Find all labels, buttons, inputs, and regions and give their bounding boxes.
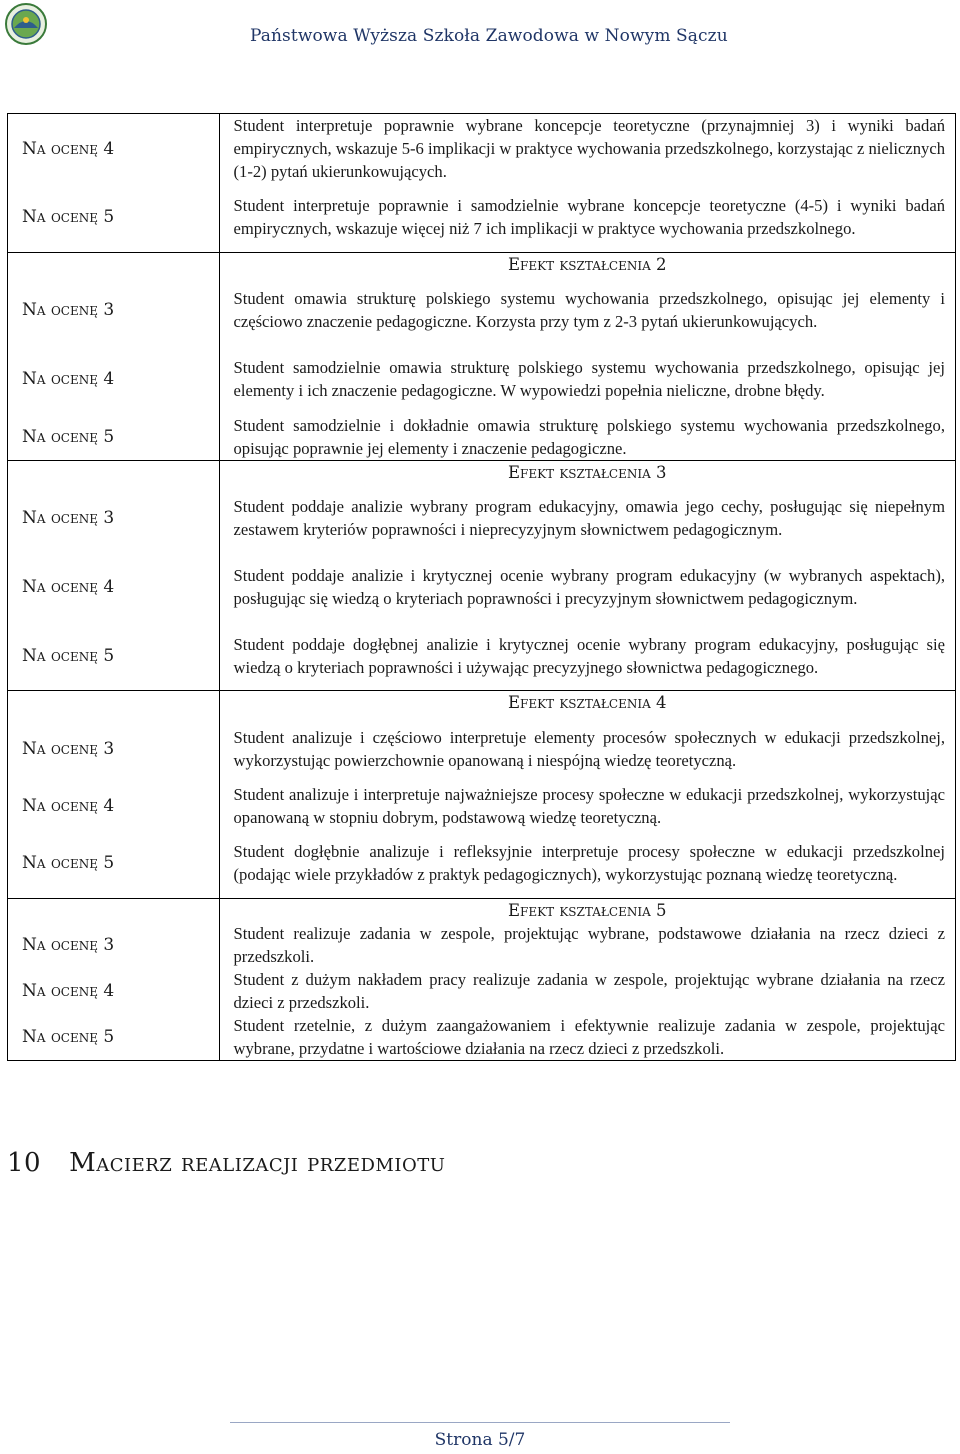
grade-row [8,553,955,622]
effect-header-row [8,898,955,922]
grade-description: Student samodzielnie i dokładnie omawia strukturę polskiego systemu wychowania przedszkolnego, opisując poprawnie jej elementy i znaczenie pedagogiczne. [219,414,955,461]
header-title: Państwowa Wyższa Szkoła Zawodowa w Nowym Sączu [250,26,728,46]
grade-row [8,922,955,968]
footer-divider [230,1422,730,1423]
grade-row [8,968,955,1014]
effect-header-row [8,252,955,276]
grade-row [8,345,955,414]
effect-header-spacer [8,252,219,276]
grade-label: Na ocenę 3 [8,714,219,783]
grade-row [8,714,955,783]
grade-label: Na ocenę 4 [8,345,219,414]
grade-description: Student omawia strukturę polskiego systemu wychowania przedszkolnego, opisując jej elementy i częściowo znaczenie pedagogiczne. Korzysta przy tym z 2-3 pytań ukierunkowujących. [233,289,945,331]
effect-header-spacer [8,898,219,922]
grade-label: Na ocenę 5 [8,622,219,691]
grade-description: Student interpretuje poprawnie wybrane koncepcje teoretyczne (przynajmniej 3) i wyniki badań empirycznych, wskazuje 5-6 implikacji w praktyce wychowania przedszkolnego, korzystając z nielicznych (1-2) pytań ukierunkowujących. [233,116,945,181]
grade-description: Student analizuje i częściowo interpretuje elementy procesów społecznych w edukacji przedszkolnej, wykorzystując powierzchownie opanowaną i niespójną wiedzę teoretyczną. [233,727,945,770]
grade-row [8,622,955,691]
grade-description: Student poddaje analizie wybrany program edukacyjny, omawia jego cechy, posługując się niepełnym zestawem kryteriów poprawności i nieprecyzyjnym słownictwem pedagogicznym. [233,497,945,539]
effect-header: Efekt kształcenia 4 [219,691,955,715]
effect-header: Efekt kształcenia 5 [219,898,955,922]
effect-header-row [8,460,955,484]
grade-label: Na ocenę 3 [8,484,219,553]
grades-table [8,114,955,1061]
effect-header-row [8,691,955,715]
grade-description: Student poddaje dogłębnej analizie i krytycznej ocenie wybrany program edukacyjny, posługując się wiedzą o kryteriach poprawności i używając precyzyjnego słownictwa pedagogicznego. [219,622,955,691]
grade-description: Student analizuje i interpretuje najważniejsze procesy społeczne w edukacji przedszkolnej, wykorzystując opanowaną w stopniu dobrym, podstawową wiedzę teoretyczną. [233,785,945,827]
grade-row [8,1014,955,1061]
effect-header: Efekt kształcenia 3 [219,460,955,484]
section-number: 10 [7,1148,42,1178]
grade-label: Na ocenę 5 [8,1014,219,1061]
grade-description: Student poddaje analizie i krytycznej ocenie wybrany program edukacyjny (w wybranych aspektach), posługując się wiedzą o kryteriach poprawności i precyzyjnym słownictwem pedagogicznym. [233,566,945,608]
grade-row [8,114,955,183]
effect-header: Efekt kształcenia 2 [219,252,955,276]
page-number: Strona 5/7 [434,1430,526,1450]
grade-label: Na ocenę 3 [8,276,219,345]
grade-label: Na ocenę 4 [8,553,219,622]
grade-description: Student samodzielnie omawia strukturę polskiego systemu wychowania przedszkolnego, opisując jej elementy i ich znaczenie pedagogiczne. W wypowiedzi popełnia nieliczne, drobne błędy. [233,358,945,400]
grade-description: Student realizuje zadania w zespole, projektując wybrane, podstawowe działania na rzecz dzieci z przedszkoli. [233,923,945,966]
grade-row [8,783,955,829]
grade-label: Na ocenę 3 [8,922,219,968]
grade-label: Na ocenę 4 [8,968,219,1014]
grade-row [8,484,955,553]
grade-label: Na ocenę 4 [8,783,219,829]
grade-description: Student rzetelnie, z dużym zaangażowaniem i efektywnie realizuje zadania w zespole, projektując wybrane, przydatne i wartościowe działania na rzecz dzieci z przedszkoli. [219,1014,955,1061]
university-seal-icon [4,2,48,46]
grading-criteria-table [7,113,956,1061]
page-header [0,0,960,70]
grade-row [8,183,955,252]
grade-row [8,414,955,461]
grade-label: Na ocenę 5 [8,183,219,252]
section-title: Macierz realizacji przedmiotu [69,1148,446,1178]
grade-label: Na ocenę 5 [8,829,219,898]
grade-row [8,276,955,345]
grade-description: Student dogłębnie analizuje i refleksyjnie interpretuje procesy społeczne w edukacji przedszkolnej (podając wiele przykładów z praktyk pedagogicznych), wykorzystując poznaną wiedzę teoretyczną. [219,829,955,898]
grade-description: Student interpretuje poprawnie i samodzielnie wybrane koncepcje teoretyczne (4-5) i wyniki badań empirycznych, wskazuje więcej niż 7 ich implikacji w praktyce wychowania przedszkolnego. [219,183,955,252]
grade-label: Na ocenę 4 [8,114,219,183]
grade-description: Student z dużym nakładem pracy realizuje zadania w zespole, projektując wybrane działania na rzecz dzieci z przedszkoli. [233,969,945,1012]
section-heading [7,1148,445,1178]
grade-label: Na ocenę 5 [8,414,219,461]
effect-header-spacer [8,691,219,715]
effect-header-spacer [8,460,219,484]
grade-row [8,829,955,898]
